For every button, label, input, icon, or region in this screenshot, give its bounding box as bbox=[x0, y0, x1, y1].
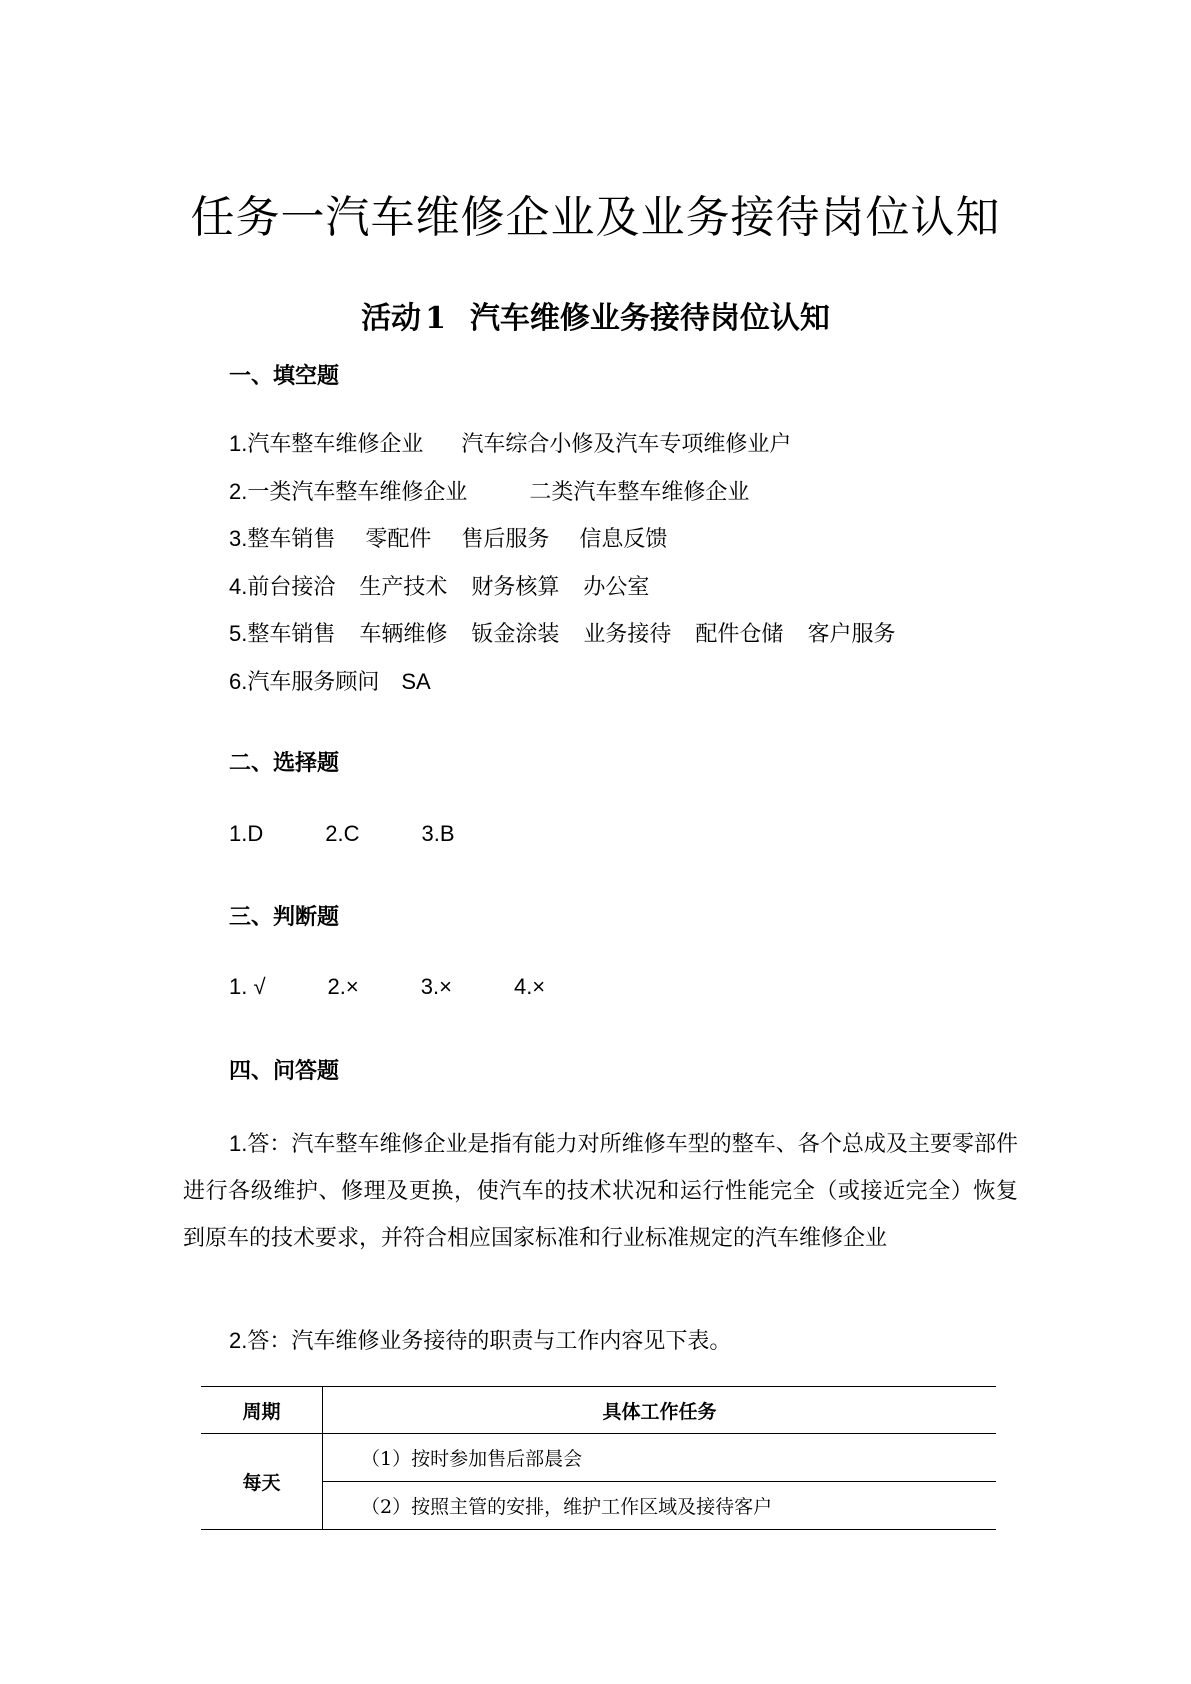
table-header-tasks: 具体工作任务 bbox=[323, 1387, 997, 1434]
qa-answer-2: 2.答：汽车维修业务接待的职责与工作内容见下表。 bbox=[229, 1328, 732, 1354]
fill-blank-item-6: 6.汽车服务顾问 SA bbox=[229, 669, 431, 695]
judge-answer: 3.× bbox=[420, 974, 452, 999]
activity-name: 汽车维修业务接待岗位认知 bbox=[469, 301, 830, 336]
judge-answer: 4.× bbox=[513, 974, 546, 999]
fill-blank-item-3: 3.整车销售 零配件 售后服务 信息反馈 bbox=[229, 526, 668, 552]
choice-answer: 3.B bbox=[421, 821, 455, 846]
section-heading-fill-blank: 一、填空题 bbox=[229, 363, 340, 389]
table-header-row bbox=[201, 1387, 996, 1434]
qa-answer-1: 1.答：汽车整车维修企业是指有能力对所维修车型的整车、各个总成及主要零部件进行各级维护、修理及更换，使汽车的技术状况和运行性能完全（或接近完全）恢复到原车的技术要求，并符合相应国家标准和行业标准规定的汽车维修企业 bbox=[183, 1131, 1018, 1251]
fill-blank-item-5: 5.整车销售 车辆维修 钣金涂装 业务接待 配件仓储 客户服务 bbox=[229, 621, 896, 647]
table-cell-period: 每天 bbox=[201, 1434, 323, 1530]
table-cell-task: （2）按照主管的安排，维护工作区域及接待客户 bbox=[323, 1482, 997, 1530]
table-header-period: 周期 bbox=[201, 1387, 323, 1434]
choice-answers bbox=[229, 818, 455, 851]
fill-blank-item-2: 2.一类汽车整车维修企业 二类汽车整车维修企业 bbox=[229, 479, 750, 505]
choice-answer: 2.C bbox=[325, 821, 360, 846]
table-cell-task: （1）按时参加售后部晨会 bbox=[323, 1434, 997, 1482]
activity-number: 1 bbox=[425, 301, 446, 336]
table-row bbox=[201, 1434, 996, 1482]
activity-prefix: 活动 bbox=[361, 301, 422, 336]
section-heading-choice: 二、选择题 bbox=[229, 750, 340, 776]
judge-answers bbox=[229, 971, 545, 1004]
duty-table bbox=[201, 1386, 996, 1530]
document-title: 任务一汽车维修企业及业务接待岗位认知 bbox=[190, 192, 1001, 243]
choice-answer: 1.D bbox=[229, 821, 264, 846]
fill-blank-item-4: 4.前台接洽 生产技术 财务核算 办公室 bbox=[229, 574, 650, 600]
section-heading-judge: 三、判断题 bbox=[229, 904, 340, 930]
judge-answer: 1. √ bbox=[229, 974, 266, 999]
activity-heading bbox=[0, 298, 1191, 340]
section-heading-qa: 四、问答题 bbox=[229, 1058, 340, 1084]
judge-answer: 2.× bbox=[327, 974, 359, 999]
fill-blank-item-1: 1.汽车整车维修企业 汽车综合小修及汽车专项维修业户 bbox=[229, 431, 792, 457]
